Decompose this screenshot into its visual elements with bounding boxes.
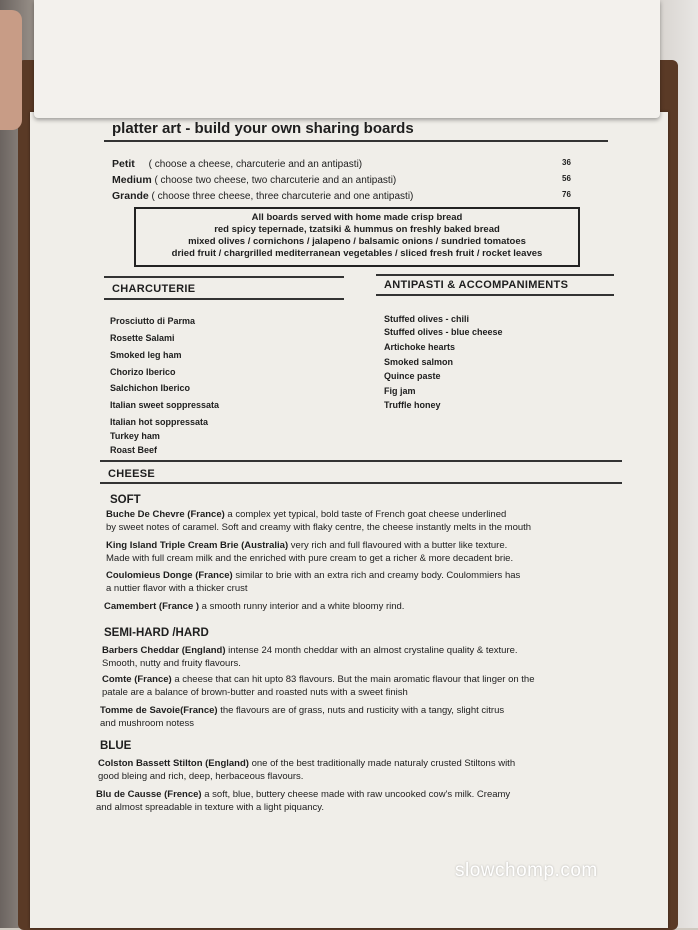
list-item: Smoked leg ham: [110, 350, 182, 360]
served-with-box: [134, 207, 580, 267]
charcuterie-heading: CHARCUTERIE: [112, 283, 196, 295]
cheese-item: Barbers Cheddar (England) intense 24 month cheddar with an almost crystaline quality & texture. Smooth, nutty and fruity flavours.: [102, 645, 518, 669]
list-item: Turkey ham: [110, 431, 160, 441]
served-line: All boards served with home made crisp bread: [251, 212, 463, 223]
cheese-item: Colston Bassett Stilton (England) one of the best traditionally made naturaly crusted Stiltons with good bleing and rich, deep, herbaceous flavours.: [98, 758, 516, 782]
cheese-item: Camembert (France ) a smooth runny interior and a white bloomy rind.: [104, 601, 405, 612]
list-item: Quince paste: [384, 371, 441, 381]
list-item: Prosciutto di Parma: [110, 316, 196, 326]
hand-thumb: [0, 10, 22, 130]
title-rule: [104, 140, 608, 142]
cheese-item: King Island Triple Cream Brie (Australia) very rich and full flavoured with a butter like texture. Made with full cream milk and the enriched with pure cream to get a richer & more decadent brie.: [106, 540, 514, 564]
cheese-item: Coulomieus Donge (France) similar to brie with an extra rich and creamy body. Coulommiers has a nuttier flavor with a thicker crust: [106, 570, 521, 594]
price-petit: 36: [562, 158, 571, 167]
price-medium: 56: [562, 174, 571, 183]
list-item: Chorizo Iberico: [110, 367, 176, 377]
list-item: Fig jam: [384, 386, 416, 396]
list-item: Italian hot soppressata: [110, 417, 209, 427]
served-line: red spicy tepernade, tzatsiki & hummus on freshly baked bread: [214, 224, 500, 235]
charcuterie-rule-top: [104, 276, 344, 278]
menu-title: platter art - build your own sharing boards: [112, 120, 414, 137]
cheese-item: Tomme de Savoie(France) the flavours are of grass, nuts and rusticity with a tangy, slight citrus and mushroom notess: [100, 705, 505, 729]
folded-top-page: [34, 0, 660, 118]
charcuterie-rule-bottom: [104, 298, 344, 300]
cheese-item: Blu de Causse (Frence) a soft, blue, buttery cheese made with raw uncooked cow's milk. Creamy and almost spreadable in texture with a light piquancy.: [96, 789, 511, 813]
list-item: Stuffed olives - chili: [384, 314, 470, 324]
size-medium: Medium ( choose two cheese, two charcuterie and an antipasti): [112, 174, 397, 186]
size-petit: Petit ( choose a cheese, charcuterie and an antipasti): [112, 158, 363, 170]
blue-heading: BLUE: [100, 740, 132, 752]
price-grande: 76: [562, 190, 571, 199]
semi-hard-heading: SEMI-HARD /HARD: [104, 627, 209, 639]
size-grande: Grande ( choose three cheese, three charcuterie and one antipasti): [112, 190, 414, 202]
list-item: Salchichon Iberico: [110, 383, 191, 393]
list-item: Artichoke hearts: [384, 342, 456, 352]
cheese-rule-bottom: [100, 482, 622, 484]
served-line: dried fruit / chargrilled mediterranean vegetables / sliced fresh fruit / rocket leaves: [171, 248, 543, 259]
cheese-rule-top: [100, 460, 622, 462]
list-item: Stuffed olives - blue cheese: [384, 327, 503, 337]
cheese-heading: CHEESE: [108, 468, 156, 480]
list-item: Roast Beef: [110, 445, 158, 455]
cheese-item: Comte (France) a cheese that can hit upto 83 flavours. But the main aromatic flavour that linger on the patale are a balance of brown-butter and roasted nuts with a sweet finish: [102, 674, 535, 698]
antipasti-rule-top: [376, 274, 614, 276]
antipasti-rule-bottom: [376, 294, 614, 296]
served-line: mixed olives / cornichons / jalapeno / balsamic onions / sundried tomatoes: [188, 236, 526, 247]
antipasti-heading: ANTIPASTI & ACCOMPANIMENTS: [384, 279, 569, 291]
list-item: Italian sweet soppressata: [110, 400, 220, 410]
list-item: Smoked salmon: [384, 357, 454, 367]
list-item: Rosette Salami: [110, 333, 175, 343]
cheese-item: Buche De Chevre (France) a complex yet typical, bold taste of French goat cheese underlined by sweet notes of caramel. Soft and creamy with flaky centre, the cheese instantly melts in the mouth: [106, 509, 532, 533]
soft-heading: SOFT: [110, 494, 141, 506]
watermark: slowchomp.com: [455, 860, 598, 881]
list-item: Truffle honey: [384, 400, 441, 410]
